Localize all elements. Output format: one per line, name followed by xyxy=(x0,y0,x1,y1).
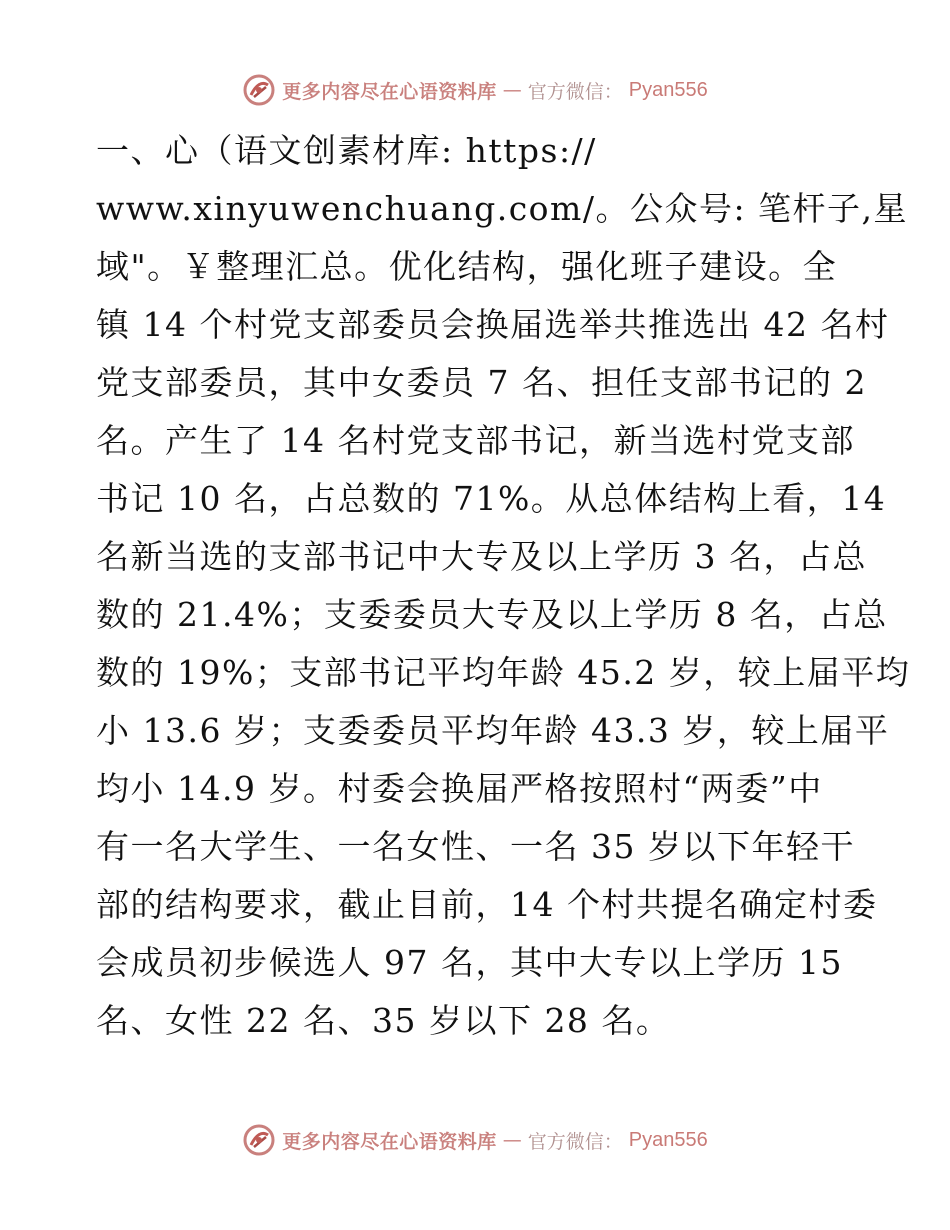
body-line: 均小 14.9 岁。村委会换届严格按照村“两委”中 xyxy=(96,769,823,808)
body-line: 部的结构要求，截止目前，14 个村共提名确定村委 xyxy=(96,885,878,924)
watermark-separator: — xyxy=(502,79,522,101)
body-line: 名新当选的支部书记中大专及以上学历 3 名，占总 xyxy=(96,537,867,576)
watermark-account-id: Pyan556 xyxy=(628,1128,708,1151)
swirl-pen-logo-icon xyxy=(242,1123,276,1157)
swirl-pen-logo-icon xyxy=(242,73,276,107)
watermark-sub-text: 官方微信： xyxy=(527,80,623,103)
body-line: www.xinyuwenchuang.com/。公众号: 笔杆子,星 xyxy=(96,189,909,228)
body-line: 域"。￥整理汇总。优化结构，强化班子建设。全 xyxy=(96,247,838,286)
watermark-main-text: 更多内容尽在心语资料库 xyxy=(282,80,497,103)
watermark-account-id: Pyan556 xyxy=(628,78,708,101)
body-line: 有一名大学生、一名女性、一名 35 岁以下年轻干 xyxy=(96,827,855,866)
body-line: 党支部委员，其中女委员 7 名、担任支部书记的 2 xyxy=(96,363,867,402)
body-line: 名、女性 22 名、35 岁以下 28 名。 xyxy=(96,1001,671,1040)
body-line: 数的 19%；支部书记平均年龄 45.2 岁，较上届平均 xyxy=(96,653,911,692)
body-line: 数的 21.4%；支委委员大专及以上学历 8 名，占总 xyxy=(96,595,888,634)
watermark-separator: — xyxy=(502,1129,522,1151)
body-line: 名。产生了 14 名村党支部书记，新当选村党支部 xyxy=(96,421,855,460)
body-line: 书记 10 名，占总数的 71%。从总体结构上看，14 xyxy=(96,479,887,518)
watermark-sub-text: 官方微信： xyxy=(527,1130,623,1153)
body-line: 镇 14 个村党支部委员会换届选举共推选出 42 名村 xyxy=(96,305,890,344)
body-line: 小 13.6 岁；支委委员平均年龄 43.3 岁，较上届平 xyxy=(96,711,890,750)
body-line: 会成员初步候选人 97 名，其中大专以上学历 15 xyxy=(96,943,843,982)
watermark-main-text: 更多内容尽在心语资料库 xyxy=(282,1130,497,1153)
document-body xyxy=(96,122,911,1050)
footer-watermark xyxy=(0,1120,950,1160)
body-line: 一、心（语文创素材库: https:// xyxy=(96,131,597,170)
header-watermark xyxy=(0,70,950,110)
